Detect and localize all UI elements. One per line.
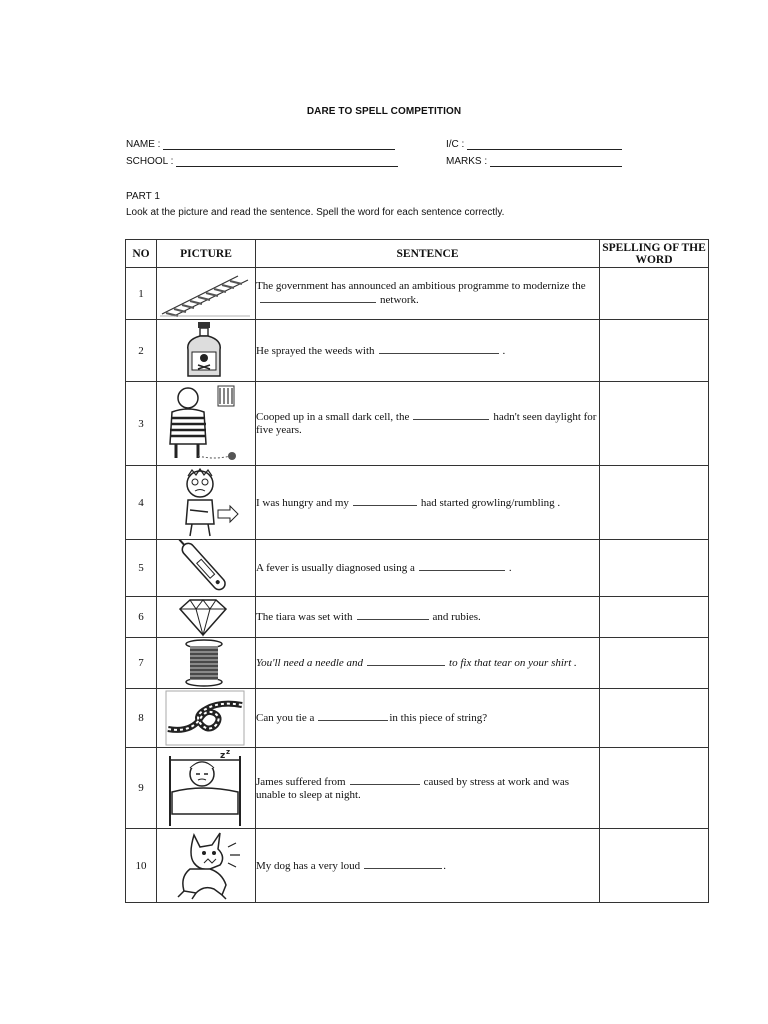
name-field[interactable] [126, 139, 395, 150]
header-picture: PICTURE [157, 240, 256, 268]
spelling-answer-cell[interactable] [600, 597, 709, 638]
row-number: 10 [126, 829, 157, 903]
sentence-cell [256, 320, 600, 382]
spelling-answer-cell[interactable] [600, 382, 709, 466]
ic-label: I/C : [446, 139, 465, 150]
picture-cell [157, 597, 256, 638]
thread-spool-icon [160, 638, 250, 688]
picture-cell [157, 689, 256, 748]
picture-cell [157, 540, 256, 597]
sentence-text-after: to fix that tear on your shirt . [449, 657, 577, 669]
sentence-text-before: Can you tie a [256, 712, 315, 724]
sentence-cell [256, 597, 600, 638]
table-row [126, 466, 709, 540]
barking-dog-icon [160, 829, 250, 901]
table-row [126, 748, 709, 829]
spelling-answer-cell[interactable] [600, 466, 709, 540]
spelling-table [125, 239, 709, 903]
sentence-cell [256, 268, 600, 320]
table-row [126, 829, 709, 903]
school-field[interactable] [126, 156, 398, 167]
sentence-text-after: . [502, 344, 506, 357]
diamond-icon [160, 597, 250, 637]
spelling-answer-cell[interactable] [600, 829, 709, 903]
row-number: 9 [126, 748, 157, 829]
marks-field[interactable] [446, 156, 622, 167]
sentence-text-before: He sprayed the weeds with [256, 344, 375, 357]
sleepless-boy-icon [160, 748, 250, 828]
row-number: 1 [126, 268, 157, 320]
sentence-cell [256, 382, 600, 466]
svg-text:z: z [226, 748, 231, 756]
answer-blank [357, 610, 429, 620]
answer-blank [353, 496, 417, 506]
header-no: NO [126, 240, 157, 268]
picture-cell [157, 466, 256, 540]
rope-knot-icon [160, 689, 250, 747]
spelling-answer-cell[interactable] [600, 268, 709, 320]
page-title: DARE TO SPELL COMPETITION [306, 106, 462, 117]
ic-line[interactable] [467, 139, 622, 150]
picture-cell [157, 382, 256, 466]
sentence-cell [256, 748, 600, 829]
sentence-text-before: The tiara was set with [256, 611, 353, 623]
answer-blank [379, 344, 499, 354]
sentence-text-after: had started growling/rumbling . [420, 496, 561, 509]
sentence-text-before: James suffered from [256, 775, 346, 788]
sentence-text-before: My dog has a very loud [256, 859, 361, 872]
marks-line[interactable] [490, 156, 622, 167]
row-number: 3 [126, 382, 157, 466]
table-row [126, 638, 709, 689]
sentence-text-before: A fever is usually diagnosed using a [256, 562, 415, 574]
header-spelling: SPELLING OF THE WORD [600, 240, 709, 268]
table-row [126, 320, 709, 382]
sentence-text-after: network. [380, 294, 419, 306]
row-number: 6 [126, 597, 157, 638]
row-number: 8 [126, 689, 157, 748]
part-heading: PART 1 [126, 191, 160, 202]
thermometer-icon [160, 540, 250, 596]
picture-cell [157, 748, 256, 829]
picture-cell [157, 320, 256, 382]
row-number: 4 [126, 466, 157, 540]
answer-blank [367, 656, 445, 666]
sentence-text-before: The government has announced an ambitious programme to modernize the [256, 280, 586, 292]
sentence-cell [256, 466, 600, 540]
row-number: 5 [126, 540, 157, 597]
table-row [126, 268, 709, 320]
sentence-cell [256, 829, 600, 903]
sentence-text-after: . [443, 859, 446, 872]
sentence-text-after: . [508, 562, 512, 574]
spelling-answer-cell[interactable] [600, 748, 709, 829]
hungry-boy-icon [160, 466, 250, 538]
table-header-row [126, 240, 709, 268]
answer-blank [318, 711, 388, 721]
sentence-cell [256, 689, 600, 748]
school-label: SCHOOL : [126, 156, 174, 167]
name-label: NAME : [126, 139, 161, 150]
row-number: 2 [126, 320, 157, 382]
marks-label: MARKS : [446, 156, 488, 167]
answer-blank [364, 859, 442, 869]
school-line[interactable] [176, 156, 398, 167]
sentence-text-before: I was hungry and my [256, 496, 349, 509]
header-sentence: SENTENCE [256, 240, 600, 268]
spelling-answer-cell[interactable] [600, 540, 709, 597]
sentence-text-after: in this piece of string? [389, 712, 488, 724]
ic-field[interactable] [446, 139, 622, 150]
name-line[interactable] [163, 139, 395, 150]
sentence-text-before: Cooped up in a small dark cell, the [256, 411, 410, 423]
table-row [126, 540, 709, 597]
prisoner-icon [160, 382, 250, 464]
sentence-text-after: hadn't seen daylight for five years. [256, 411, 597, 436]
poison-bottle-icon [160, 320, 250, 380]
answer-blank [260, 293, 376, 303]
railway-track-icon [160, 268, 250, 318]
table-row [126, 382, 709, 466]
spelling-answer-cell[interactable] [600, 320, 709, 382]
sentence-cell [256, 638, 600, 689]
spelling-answer-cell[interactable] [600, 638, 709, 689]
part-instruction: Look at the picture and read the sentence. Spell the word for each sentence correctly. [126, 207, 505, 218]
answer-blank [419, 561, 505, 571]
sentence-cell [256, 540, 600, 597]
spelling-answer-cell[interactable] [600, 689, 709, 748]
sentence-text-after: and rubies. [432, 611, 481, 623]
picture-cell [157, 829, 256, 903]
table-row [126, 597, 709, 638]
answer-blank [413, 410, 489, 420]
picture-cell [157, 268, 256, 320]
sentence-text-after: caused by stress at work and was unable to sleep at night. [256, 775, 570, 801]
table-row [126, 689, 709, 748]
row-number: 7 [126, 638, 157, 689]
picture-cell [157, 638, 256, 689]
sentence-text-before: You'll need a needle and [256, 657, 364, 669]
answer-blank [350, 775, 420, 785]
svg-text:z: z [220, 751, 226, 761]
